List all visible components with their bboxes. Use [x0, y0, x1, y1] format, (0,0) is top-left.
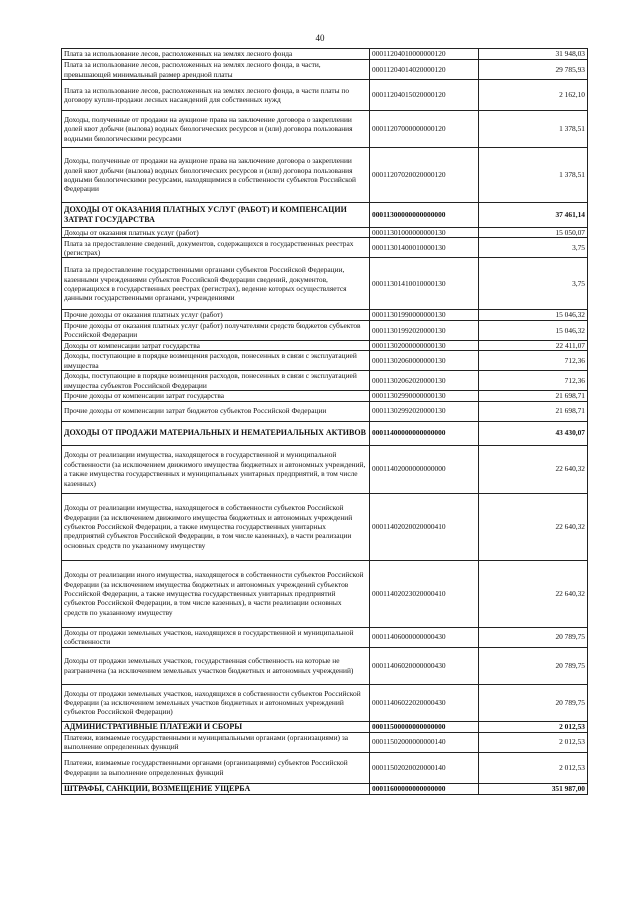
- name-cell: Платежи, взимаемые государственными органами (организациями) субъектов Российской Федерации за выполнение определенных функций: [62, 752, 370, 783]
- name-cell: Плата за использование лесов, расположенных на землях лесного фонда: [62, 49, 370, 60]
- budget-code-cell: 00011204014020000120: [370, 60, 479, 80]
- table-row: [62, 111, 588, 148]
- budget-code-cell: 00011406020000000430: [370, 647, 479, 684]
- amount-cell: 21 698,71: [479, 391, 588, 401]
- amount-cell: 351 987,00: [479, 783, 588, 794]
- amount-cell: 3,75: [479, 238, 588, 258]
- budget-code-cell: 00011301410010000130: [370, 258, 479, 310]
- table-row: [62, 627, 588, 647]
- table-row: [62, 60, 588, 80]
- amount-cell: 2 162,10: [479, 80, 588, 111]
- amount-cell: 37 461,14: [479, 203, 588, 228]
- name-cell: Доходы от компенсации затрат государства: [62, 340, 370, 350]
- table-row: [62, 340, 588, 350]
- name-cell: Доходы, полученные от продажи на аукционе права на заключение договора о закреплении долей квот добычи (вылова) водных биологических ресурсов и (или) договора пользования водными биологическими ресурсами: [62, 111, 370, 148]
- name-cell: Прочие доходы от оказания платных услуг (работ) получателями средств бюджетов субъектов Российской Федерации: [62, 320, 370, 340]
- amount-cell: 15 046,32: [479, 310, 588, 320]
- table-row: [62, 647, 588, 684]
- name-cell: Плата за предоставление сведений, документов, содержащихся в государственных реестрах (регистрах): [62, 238, 370, 258]
- amount-cell: 3,75: [479, 258, 588, 310]
- amount-cell: 22 640,32: [479, 445, 588, 493]
- table-row: [62, 445, 588, 493]
- table-row: [62, 320, 588, 340]
- amount-cell: 712,36: [479, 351, 588, 371]
- section-row: [62, 421, 588, 445]
- name-cell: Прочие доходы от компенсации затрат бюджетов субъектов Российской Федерации: [62, 401, 370, 421]
- amount-cell: 22 640,32: [479, 560, 588, 627]
- budget-code-cell: 00011406022020000430: [370, 684, 479, 721]
- budget-code-cell: 00011301992020000130: [370, 320, 479, 340]
- table-row: [62, 258, 588, 310]
- budget-code-cell: 00011204010000000120: [370, 49, 479, 60]
- name-cell: Плата за использование лесов, расположенных на землях лесного фонда, в части, превышающей минимальный размер арендной платы: [62, 60, 370, 80]
- budget-code-cell: 00011402023020000410: [370, 560, 479, 627]
- name-cell: Доходы, полученные от продажи на аукционе права на заключение договора о закреплении долей квот добычи (вылова) водных биологических ресурсов и (или) договора пользования водными биологическими ресурсами, находящимися в собственности субъектов Российской Федерации: [62, 148, 370, 203]
- table-row: [62, 49, 588, 60]
- name-cell: ДОХОДЫ ОТ ПРОДАЖИ МАТЕРИАЛЬНЫХ И НЕМАТЕРИАЛЬНЫХ АКТИВОВ: [62, 421, 370, 445]
- revenue-table: [61, 48, 588, 795]
- amount-cell: 22 640,32: [479, 493, 588, 560]
- table-row: [62, 732, 588, 752]
- name-cell: Доходы от оказания платных услуг (работ): [62, 228, 370, 238]
- section-row: [62, 721, 588, 732]
- amount-cell: 2 012,53: [479, 721, 588, 732]
- budget-code-cell: 00011502020020000140: [370, 752, 479, 783]
- budget-code-cell: 00011204015020000120: [370, 80, 479, 111]
- amount-cell: 31 948,03: [479, 49, 588, 60]
- table-row: [62, 401, 588, 421]
- table-row: [62, 310, 588, 320]
- name-cell: Плата за предоставление государственными органами субъектов Российской Федерации, казенными учреждениями субъектов Российской Федерации сведений, документов, содержащихся в государственных реестрах (регистрах), ведение которых осуществляется данными государственными органами, учреждениями: [62, 258, 370, 310]
- name-cell: ШТРАФЫ, САНКЦИИ, ВОЗМЕЩЕНИЕ УЩЕРБА: [62, 783, 370, 794]
- name-cell: Доходы, поступающие в порядке возмещения расходов, понесенных в связи с эксплуатацией имущества: [62, 351, 370, 371]
- amount-cell: 43 430,07: [479, 421, 588, 445]
- amount-cell: 712,36: [479, 371, 588, 391]
- budget-code-cell: 00011301000000000130: [370, 228, 479, 238]
- name-cell: Прочие доходы от оказания платных услуг (работ): [62, 310, 370, 320]
- budget-code-cell: 00011302990000000130: [370, 391, 479, 401]
- amount-cell: 29 785,93: [479, 60, 588, 80]
- budget-code-cell: 00011207000000000120: [370, 111, 479, 148]
- section-row: [62, 203, 588, 228]
- amount-cell: 20 789,75: [479, 647, 588, 684]
- budget-code-cell: 00011400000000000000: [370, 421, 479, 445]
- amount-cell: 22 411,07: [479, 340, 588, 350]
- amount-cell: 2 012,53: [479, 752, 588, 783]
- table-row: [62, 493, 588, 560]
- amount-cell: 15 050,07: [479, 228, 588, 238]
- amount-cell: 1 378,51: [479, 148, 588, 203]
- name-cell: АДМИНИСТРАТИВНЫЕ ПЛАТЕЖИ И СБОРЫ: [62, 721, 370, 732]
- table-row: [62, 238, 588, 258]
- name-cell: Доходы от продажи земельных участков, государственная собственность на которые не разграничена (за исключением земельных участков бюджетных и автономных учреждений): [62, 647, 370, 684]
- table-row: [62, 560, 588, 627]
- amount-cell: 1 378,51: [479, 111, 588, 148]
- table-row: [62, 752, 588, 783]
- amount-cell: 2 012,53: [479, 732, 588, 752]
- name-cell: Доходы, поступающие в порядке возмещения расходов, понесенных в связи с эксплуатацией имущества субъектов Российской Федерации: [62, 371, 370, 391]
- name-cell: Платежи, взимаемые государственными и муниципальными органами (организациями) за выполнение определенных функций: [62, 732, 370, 752]
- name-cell: Доходы от реализации имущества, находящегося в государственной и муниципальной собственности (за исключением движимого имущества бюджетных и автономных учреждений, а также имущества государственных и муниципальных унитарных предприятий, в том числе казенных): [62, 445, 370, 493]
- budget-code-cell: 00011301400010000130: [370, 238, 479, 258]
- budget-code-cell: 00011302992020000130: [370, 401, 479, 421]
- name-cell: Доходы от реализации имущества, находящегося в собственности субъектов Российской Федерации (за исключением движимого имущества бюджетных и автономных учреждений субъектов Российской Федерации, а также имущества государственных унитарных предприятий субъектов Российской Федерации, в том числе казенных), в части реализации основных средств по указанному имуществу: [62, 493, 370, 560]
- budget-code-cell: 00011207020020000120: [370, 148, 479, 203]
- name-cell: Доходы от продажи земельных участков, находящихся в государственной и муниципальной собственности: [62, 627, 370, 647]
- name-cell: ДОХОДЫ ОТ ОКАЗАНИЯ ПЛАТНЫХ УСЛУГ (РАБОТ) И КОМПЕНСАЦИИ ЗАТРАТ ГОСУДАРСТВА: [62, 203, 370, 228]
- name-cell: Прочие доходы от компенсации затрат государства: [62, 391, 370, 401]
- budget-code-cell: 00011402000000000000: [370, 445, 479, 493]
- budget-code-cell: 00011406000000000430: [370, 627, 479, 647]
- page-number: 40: [315, 33, 325, 43]
- table-row: [62, 391, 588, 401]
- budget-code-cell: 00011600000000000000: [370, 783, 479, 794]
- budget-code-cell: 00011300000000000000: [370, 203, 479, 228]
- table-row: [62, 228, 588, 238]
- name-cell: Плата за использование лесов, расположенных на землях лесного фонда, в части платы по договору купли-продажи лесных насаждений для собственных нужд: [62, 80, 370, 111]
- amount-cell: 15 046,32: [479, 320, 588, 340]
- budget-code-cell: 00011302060000000130: [370, 351, 479, 371]
- budget-code-cell: 00011302062020000130: [370, 371, 479, 391]
- name-cell: Доходы от реализации иного имущества, находящегося в собственности субъектов Российской Федерации (за исключением имущества бюджетных и автономных учреждений субъектов Российской Федерации, а также имущества государственных унитарных предприятий субъектов Российской Федерации, в том числе казенных), в части реализации основных средств по указанному имуществу: [62, 560, 370, 627]
- table-row: [62, 148, 588, 203]
- section-row: [62, 783, 588, 794]
- table-row: [62, 80, 588, 111]
- name-cell: Доходы от продажи земельных участков, находящихся в собственности субъектов Российской Федерации (за исключением земельных участков бюджетных и автономных учреждений субъектов Российской Федерации): [62, 684, 370, 721]
- budget-code-cell: 00011302000000000130: [370, 340, 479, 350]
- table-row: [62, 351, 588, 371]
- budget-code-cell: 00011500000000000000: [370, 721, 479, 732]
- table-row: [62, 371, 588, 391]
- budget-code-cell: 00011301990000000130: [370, 310, 479, 320]
- table-row: [62, 684, 588, 721]
- amount-cell: 20 789,75: [479, 684, 588, 721]
- budget-code-cell: 00011502000000000140: [370, 732, 479, 752]
- budget-code-cell: 00011402020020000410: [370, 493, 479, 560]
- amount-cell: 20 789,75: [479, 627, 588, 647]
- amount-cell: 21 698,71: [479, 401, 588, 421]
